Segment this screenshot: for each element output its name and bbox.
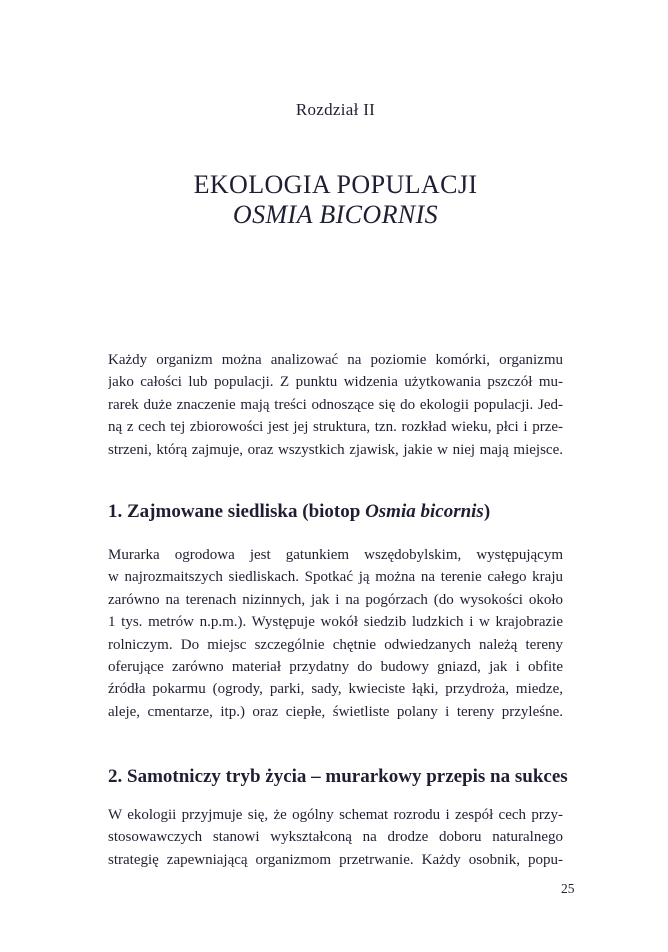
paragraph-line: ną z cech tej zbiorowości jest jej struktura, tzn. rozkład wieku, płci i prze- [108, 419, 563, 436]
paragraph-line: rolniczym. Do miejsc szczególnie chętnie odwiedzanych należą tereny [108, 636, 563, 653]
paragraph-line: oferujące zarówno materiał przydatny do budowy gniazd, jak i obfite [108, 659, 563, 676]
paragraph-line: Murarka ogrodowa jest gatunkiem wszędobylskim, występującym [108, 547, 563, 563]
section-1-heading-prefix: 1. Zajmowane siedliska (biotop [108, 501, 366, 522]
paragraph-line: aleje, cmentarze, itp.) oraz ciepłe, świetliste polany i tereny przyleśne. [108, 703, 563, 720]
page-number: 25 [561, 881, 575, 896]
intro-paragraph [108, 349, 563, 461]
paragraph-line: strzeni, którą zajmuje, oraz wszystkich zjawisk, jakie w niej mają miejsce. [108, 441, 563, 458]
section-2-heading: 2. Samotniczy tryb życia – murarkowy przepis na sukces [108, 766, 568, 787]
paragraph-line: W ekologii przyjmuje się, że ogólny schemat rozrodu i zespół cech przy- [108, 807, 563, 823]
paragraph-line: strategię zapewniającą organizmom przetrwanie. Każdy osobnik, popu- [108, 851, 563, 868]
section-1-paragraph [108, 544, 563, 723]
paragraph-line: stosowawczych stanowi wykształconą na drodze doboru naturalnego [108, 829, 563, 846]
paragraph-line: zarówno na terenach nizinnych, jak i na pogórzach (do wysokości około [108, 591, 563, 608]
paragraph-line: źródła pokarmu (ogrody, parki, sady, kwieciste łąki, przydroża, miedze, [108, 681, 563, 698]
section-2-paragraph [108, 804, 563, 871]
section-1-heading [108, 500, 588, 524]
paragraph-line: rarek duże znaczenie mają treści odnoszące się do ekologii populacji. Jed- [108, 396, 563, 413]
chapter-title-line2: OSMIA BICORNIS [232, 200, 439, 229]
paragraph-line: 1 tys. metrów n.p.m.). Występuje wokół siedzib ludzkich i w krajobrazie [108, 614, 563, 631]
section-1-heading-latin-name: Osmia bicornis [365, 501, 484, 522]
chapter-title-line1: EKOLOGIA POPULACJI [193, 170, 478, 199]
paragraph-line: Każdy organizm można analizować na poziomie komórki, organizmu [108, 352, 563, 368]
paragraph-line: jako całości lub populacji. Z punktu widzenia użytkowania pszczół mu- [108, 374, 563, 391]
paragraph-line: w najrozmaitszych siedliskach. Spotkać ją można na terenie całego kraju [108, 569, 563, 586]
section-1-heading-suffix: ) [483, 501, 491, 522]
chapter-label: Rozdział II [295, 100, 376, 119]
chapter-title [88, 170, 583, 230]
